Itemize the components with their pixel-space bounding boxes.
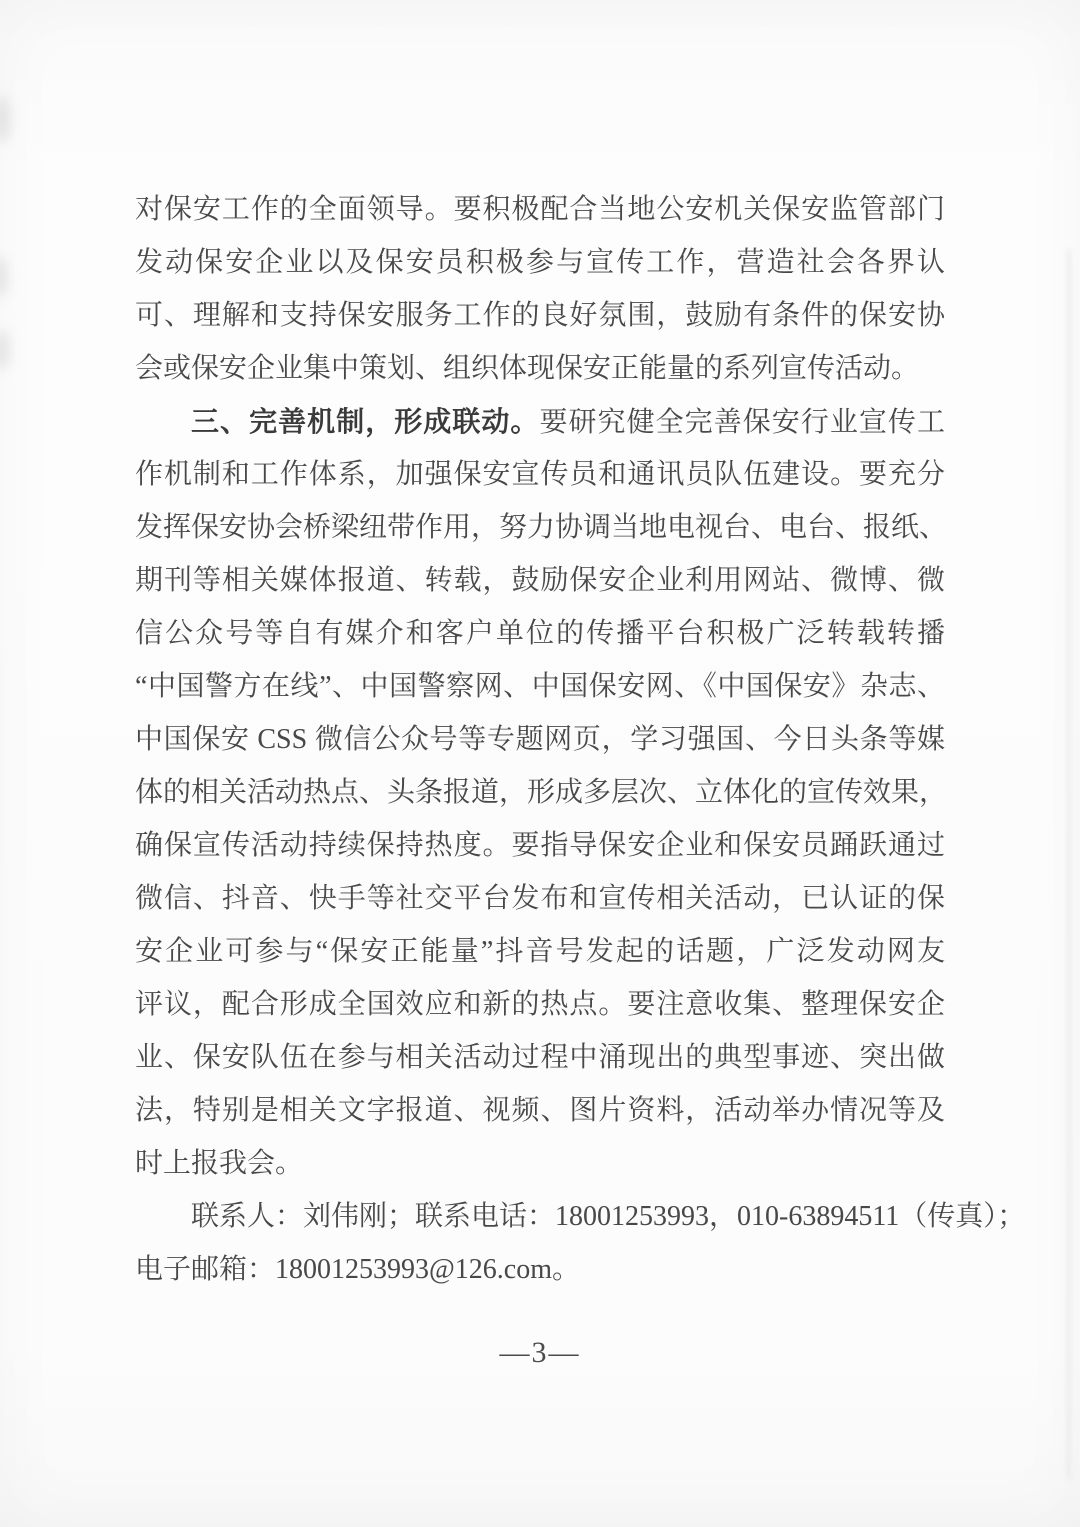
text-line: 期刊等相关媒体报道、转载，鼓励保安企业利用网站、微博、微: [135, 565, 945, 596]
text-line: 信公众号等自有媒介和客户单位的传播平台积极广泛转载转播: [135, 618, 945, 649]
text-line: 电子邮箱：18001253993@126.com。: [135, 1254, 580, 1285]
text-line: “中国警方在线”、中国警察网、中国保安网、《中国保安》杂志、: [135, 671, 945, 702]
scan-artifact: [0, 256, 7, 298]
text-line: 安企业可参与“保安正能量”抖音号发起的话题，广泛发动网友: [135, 936, 945, 967]
paragraph-contact-info: [135, 1190, 1026, 1296]
text-line: 联系人：刘伟刚；联系电话：18001253993，010-63894511（传真）；: [191, 1201, 1026, 1232]
scan-artifact: [0, 95, 10, 143]
text-line: 可、理解和支持保安服务工作的良好氛围，鼓励有条件的保安协: [135, 300, 945, 331]
text-line: 确保宣传活动持续保持热度。要指导保安企业和保安员踊跃通过: [135, 830, 945, 861]
section-heading: 三、完善机制，形成联动。: [191, 406, 540, 437]
paragraph-continuation: [135, 183, 945, 395]
text-line: 对保安工作的全面领导。要积极配合当地公安机关保安监管部门: [135, 194, 945, 225]
paragraph-section-three: [135, 395, 948, 1190]
page-number: —3—: [499, 1336, 581, 1369]
text-line: 发动保安企业以及保安员积极参与宣传工作，营造社会各界认: [135, 247, 945, 278]
text-line: 三、完善机制，形成联动。要研究健全完善保安行业宣传工: [191, 406, 945, 438]
text-line: 中国保安 CSS 微信公众号等专题网页，学习强国、今日头条等媒: [135, 724, 945, 755]
text-line: 业、保安队伍在参与相关活动过程中涌现出的典型事迹、突出做: [135, 1042, 945, 1073]
document-body: [135, 183, 1026, 1296]
text-line: 时上报我会。: [135, 1148, 304, 1179]
text-line: 作机制和工作体系，加强保安宣传员和通讯员队伍建设。要充分: [135, 459, 945, 490]
scan-artifact: [0, 330, 9, 370]
text-line: 法，特别是相关文字报道、视频、图片资料，活动举办情况等及: [135, 1095, 945, 1126]
text-line: 评议，配合形成全国效应和新的热点。要注意收集、整理保安企: [135, 989, 945, 1020]
text-line: 体的相关活动热点、头条报道，形成多层次、立体化的宣传效果，: [135, 777, 948, 808]
text-line: 会或保安企业集中策划、组织体现保安正能量的系列宣传活动。: [135, 353, 920, 384]
text-line: 微信、抖音、快手等社交平台发布和宣传相关活动，已认证的保: [135, 883, 945, 914]
scan-edge-artifact: [1067, 250, 1071, 1480]
text-line: 发挥保安协会桥梁纽带作用，努力协调当地电视台、电台、报纸、: [135, 512, 948, 543]
